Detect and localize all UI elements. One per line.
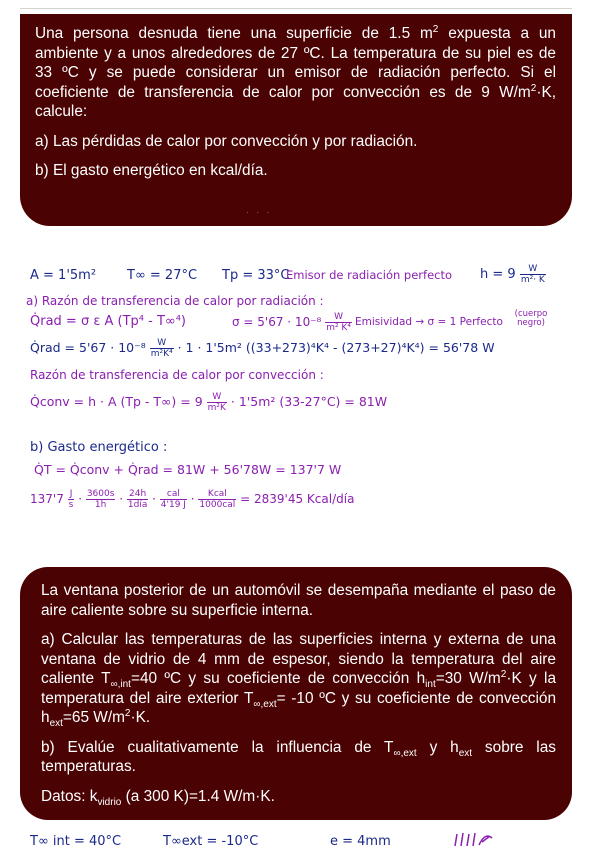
card-dots: · · ·: [246, 207, 272, 218]
problem-2-intro: La ventana posterior de un automóvil se desempaña mediante el paso de aire caliente sobre su superficie interna.: [41, 582, 556, 619]
given-t-inf: T∞ = 27°C: [127, 268, 198, 283]
total-heat: Q̇T = Q̇conv + Q̇rad = 81W + 56'78W = 137'7 W: [34, 462, 342, 477]
rad-title: a) Razón de transferencia de calor por radiación :: [26, 294, 324, 308]
given-area: A = 1'5m²: [30, 268, 97, 283]
emisor-note: Emisor de radiación perfecto: [286, 268, 453, 282]
given-thickness: e = 4mm: [330, 834, 391, 849]
given-t-p: Tp = 33°C: [222, 268, 290, 283]
problem-2-card: [20, 567, 572, 820]
unit-conversion: 137'7 $\frac{J}{s}$ · $\frac{3600s}{1h}$ · $\frac{24h}{\text{1día}}$ · $\frac{\text{cal}}{4'19 J}$ · $\frac{\text{Kcal}}{\text{1000cal}}$ = 2839'45 Kcal/día: [30, 489, 355, 510]
problem-2-part-b: b) Evalúe cualitativamente la influencia de $T_{\infty,ext}$ y $h_{ext}$ sobre las temperaturas.: [41, 738, 556, 775]
problem-1-statement: Una persona desnuda tiene una superficie de 1.5 $m^2$ expuesta a un ambiente y a unos alrededores de 27 ºC. La temperatura de su piel es de 33 ºC y se puede considerar un emisor de radiación perfecto. Si el coeficiente de transferencia de calor por convección es de 9 $W/m^2\cdot K$, calcule:: [35, 23, 556, 120]
given-t-ext: T∞ext = -10°C: [163, 834, 259, 849]
sigma-value: σ = 5'67 · 10⁻⁸ $\frac{W}{\text{m² K⁴}}$: [232, 312, 351, 333]
given-t-int: T∞ int = 40°C: [30, 834, 122, 849]
cuerpo-negro-note: (cuerpo negro): [514, 309, 548, 328]
gasto-title: b) Gasto energético :: [30, 440, 168, 455]
problem-2-data: Datos: $k_{vidrio}$ (a 300 K)=1.4 W/m·K.: [41, 787, 275, 808]
problem-1-card: [20, 14, 572, 226]
given-h: h = 9 $\frac{W}{\text{m²· K}}$: [480, 264, 545, 285]
conv-calc: Q̇conv = h · A (Tp - T∞) = 9 $\frac{W}{\text{m²K}}$ · 1'5m² (33-27°C) = 81W: [30, 392, 388, 413]
sketch-doodle-icon: [452, 830, 502, 848]
problem-1-part-b: b) El gasto energético en kcal/día.: [35, 162, 268, 179]
conv-title: Razón de transferencia de calor por convección :: [30, 368, 324, 382]
problem-1-part-a: a) Las pérdidas de calor por convección y por radiación.: [35, 132, 418, 150]
rad-formula: Q̇rad = σ ε A (Tp⁴ - T∞⁴): [30, 314, 186, 329]
top-divider: [20, 8, 572, 9]
rad-calc: Q̇rad = 5'67 · 10⁻⁸ $\frac{W}{\text{m²K⁴}}$ · 1 · 1'5m² ((33+273)⁴K⁴ - (273+27)⁴K⁴) = 56'78 W: [30, 338, 495, 359]
emisividad-note: Emisividad → σ = 1 Perfecto: [355, 316, 503, 328]
problem-2-part-a: a) Calcular las temperaturas de las superficies interna y externa de una ventana de vidrio de 4 mm de espesor, siendo la temperatura del aire caliente $T_{\infty,int}=40$ ºC y su coeficiente de convección $h_{int}=30$ $W/m^2\cdot K$ y la temperatura del aire exterior $T_{\infty,ext}= -10$ ºC y su coeficiente de convección $h_{ext}=65$ $W/m^2\cdot K$.: [41, 631, 557, 730]
